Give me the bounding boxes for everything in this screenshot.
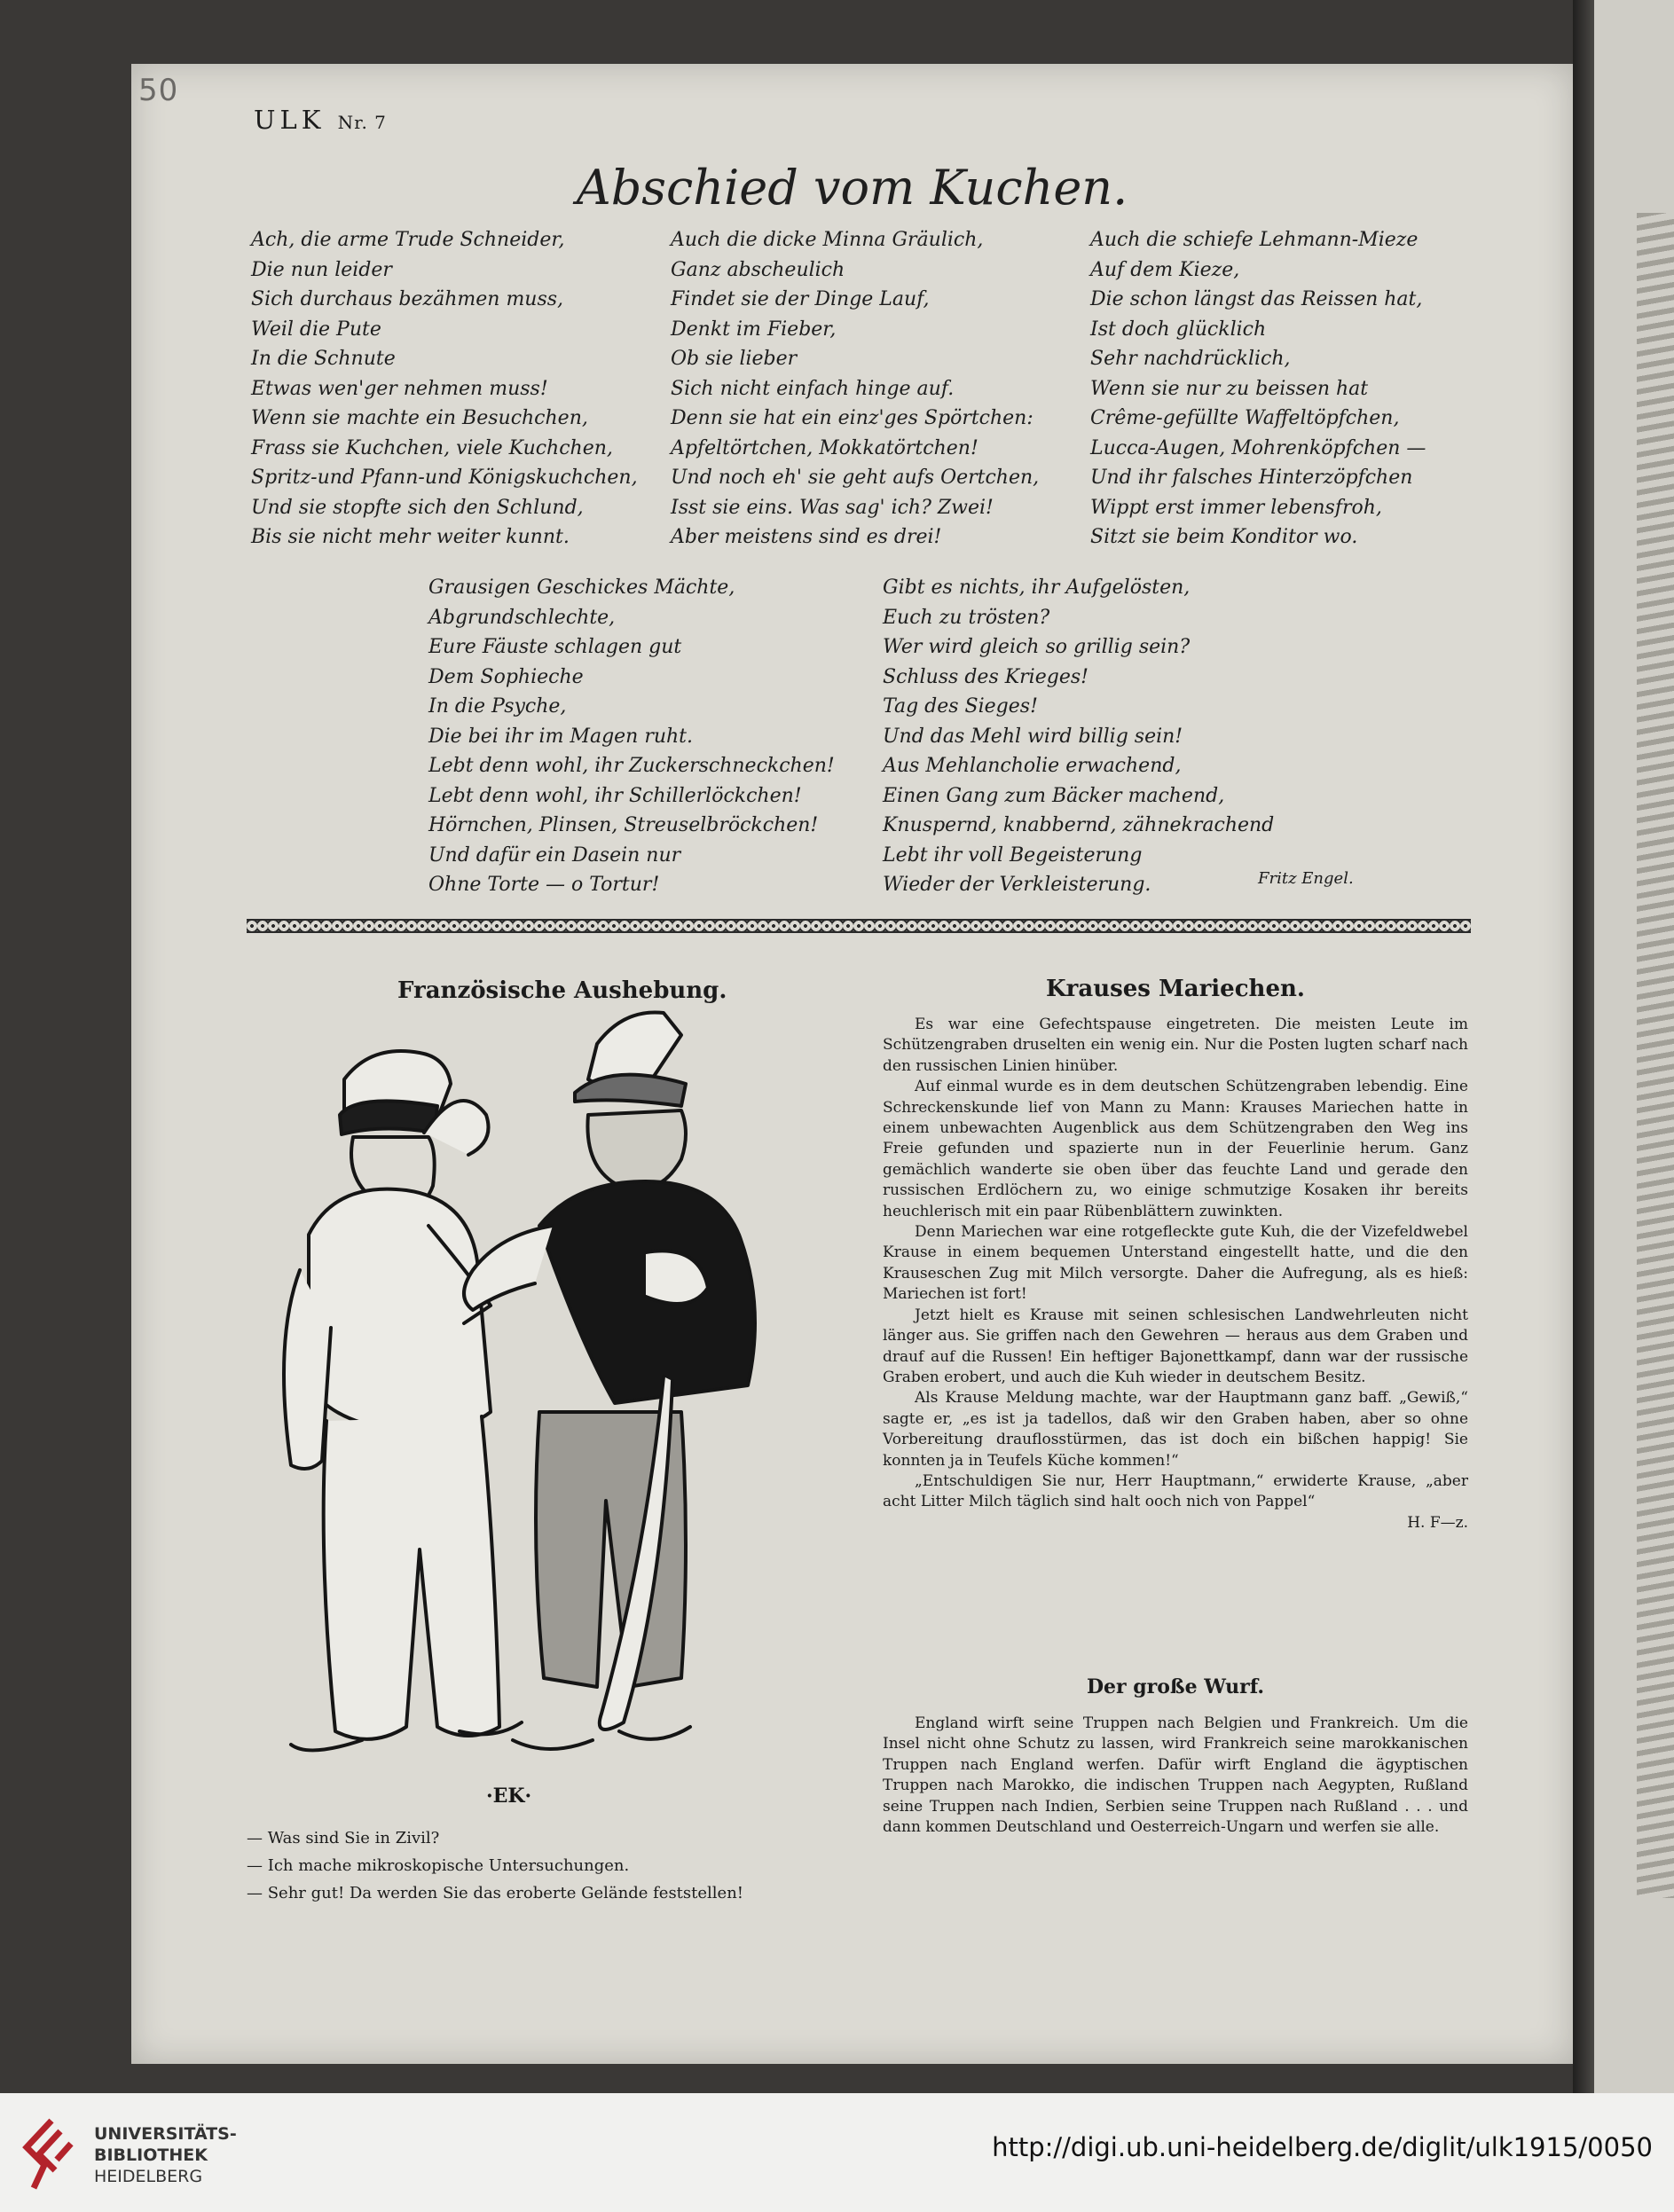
poem-line: Sitzt sie beim Konditor wo. bbox=[1090, 526, 1358, 548]
library-name-line: UNIVERSITÄTS- bbox=[94, 2124, 237, 2144]
journal-header bbox=[254, 105, 387, 135]
poem-line: Denn sie hat ein einz'ges Spörtchen: bbox=[671, 407, 1033, 429]
university-library-logo-icon bbox=[16, 2114, 83, 2195]
caption-line: — Was sind Sie in Zivil? bbox=[247, 1829, 440, 1847]
article-paragraph: Es war eine Gefechtspause eingetreten. Die meisten Leute im Schützengraben druselten ein wenig ein. Nur die Posten lugten scharf nach den russischen Linien hinüber. bbox=[883, 1016, 1468, 1075]
poem-line: Und noch eh' sie geht aufs Oertchen, bbox=[671, 467, 1040, 489]
poem-line: In die Schnute bbox=[251, 348, 396, 370]
poem-line: Ob sie lieber bbox=[671, 348, 798, 370]
poem-line: Die nun leider bbox=[251, 258, 392, 281]
poem-line: Bis sie nicht mehr weiter kunnt. bbox=[251, 526, 570, 548]
poem-line: Lucca-Augen, Mohrenköpfchen — bbox=[1090, 436, 1426, 459]
poem-line: Und ihr falsches Hinterzöpfchen bbox=[1090, 467, 1413, 489]
library-name-line: BIBLIOTHEK bbox=[94, 2145, 208, 2165]
poem-line: Weil die Pute bbox=[251, 318, 381, 341]
poem-line: Hörnchen, Plinsen, Streuselbröckchen! bbox=[428, 814, 819, 836]
source-url-link[interactable]: http://digi.ub.uni-heidelberg.de/diglit/ulk1915/0050 bbox=[992, 2132, 1653, 2162]
poem-line: Ohne Torte — o Tortur! bbox=[428, 874, 660, 896]
library-name-line: HEIDELBERG bbox=[94, 2167, 203, 2186]
issue-number: Nr. 7 bbox=[337, 112, 387, 133]
poem-line: Wieder der Verkleisterung. bbox=[883, 874, 1151, 896]
article-paragraph: „Entschuldigen Sie nur, Herr Hauptmann,“ erwiderte Krause, „aber acht Litter Milch täglich sind halt ooch nich von Pappel“ bbox=[883, 1471, 1468, 1511]
poem-line: Wer wird gleich so grillig sein? bbox=[883, 636, 1191, 658]
artist-signature: ·EK· bbox=[486, 1785, 532, 1808]
poem-line: Wenn sie nur zu beissen hat bbox=[1090, 377, 1369, 400]
article-paragraph: England wirft seine Truppen nach Belgien und Frankreich. Um die Insel nicht ohne Schutz zu lassen, wird Frankreich seine marokkanischen Truppen nach England werfen. Dafür wirft England die ägyptischen Truppen nach Marokko, die indischen Truppen nach Aegypten, Rußland seine Truppen nach Indien, Serbien seine Truppen nach Rußland . . . und dann kommen Deutschland und Oesterreich-Ungarn und werfen sie alle. bbox=[883, 1714, 1468, 1837]
article-krauses-mariechen-title: Krauses Mariechen. bbox=[1046, 976, 1305, 1002]
poem-line: Ganz abscheulich bbox=[671, 258, 845, 281]
poem-stanza-2 bbox=[671, 225, 1039, 553]
library-name bbox=[94, 2123, 237, 2187]
poem-line: Ist doch glücklich bbox=[1090, 318, 1267, 341]
poem-line: Abgrundschlechte, bbox=[428, 606, 616, 629]
poem-line: Apfeltörtchen, Mokkatörtchen! bbox=[671, 436, 978, 459]
poem-line: Grausigen Geschickes Mächte, bbox=[428, 577, 735, 599]
poem-line: Wenn sie machte ein Besuchchen, bbox=[251, 407, 588, 429]
poem-stanza-4 bbox=[428, 573, 835, 900]
poem-line: Und das Mehl wird billig sein! bbox=[883, 725, 1183, 748]
poem-stanza-5 bbox=[883, 573, 1274, 900]
pencil-page-number: 50 bbox=[138, 73, 179, 108]
poem-line: Etwas wen'ger nehmen muss! bbox=[251, 377, 548, 400]
poem-line: Wippt erst immer lebensfroh, bbox=[1090, 496, 1382, 519]
poem-line: Aber meistens sind es drei! bbox=[671, 526, 942, 548]
newspaper-page bbox=[131, 64, 1573, 2064]
poem-line: Auch die schiefe Lehmann-Mieze bbox=[1090, 229, 1419, 251]
poem-line: Crême-gefüllte Waffeltöpfchen, bbox=[1090, 407, 1400, 429]
poem-line: Sich durchaus bezähmen muss, bbox=[251, 288, 564, 310]
poem-line: Eure Fäuste schlagen gut bbox=[428, 636, 682, 658]
adjacent-page-edge bbox=[1594, 0, 1674, 2093]
poem-line: Auch die dicke Minna Gräulich, bbox=[671, 229, 984, 251]
poem-line: Tag des Sieges! bbox=[883, 695, 1038, 718]
poem-line: Isst sie eins. Was sag' ich? Zwei! bbox=[671, 496, 994, 519]
library-footer bbox=[0, 2093, 1674, 2212]
article-paragraph: Als Krause Meldung machte, war der Hauptmann ganz baff. „Gewiß,“ sagte er, „es ist ja tadellos, daß wir den Graben haben, aber so ohne Vorbereitung drauflosstürmen, das ist doch ein bißchen happig! Sie konnten ja in Teufels Küche kommen!“ bbox=[883, 1389, 1468, 1470]
article-paragraph: Denn Mariechen war eine rotgefleckte gute Kuh, die der Vizefeldwebel Krause in einem bequemen Unterstand eingestellt hatte, und die den Krauseschen Zug mit Milch versorgte. Daher die Aufregung, als es hieß: Mariechen ist fort! bbox=[883, 1223, 1468, 1304]
poem-line: Gibt es nichts, ihr Aufgelösten, bbox=[883, 577, 1191, 599]
poem-line: Und sie stopfte sich den Schlund, bbox=[251, 496, 584, 519]
poem-line: Knuspernd, knabbernd, zähnekrachend bbox=[883, 814, 1275, 836]
poem-line: Ach, die arme Trude Schneider, bbox=[251, 229, 565, 251]
poem-line: Schluss des Krieges! bbox=[883, 665, 1088, 688]
article-krauses-mariechen-body bbox=[883, 1015, 1468, 1533]
poem-line: Einen Gang zum Bäcker machend, bbox=[883, 784, 1225, 807]
caption-line: — Ich mache mikroskopische Untersuchungen. bbox=[247, 1856, 630, 1875]
article-der-grosse-wurf-title: Der große Wurf. bbox=[1086, 1675, 1265, 1698]
poem-stanza-1 bbox=[251, 225, 638, 553]
poem-line: Spritz-und Pfann-und Königskuchchen, bbox=[251, 467, 638, 489]
poem-line: Lebt ihr voll Begeisterung bbox=[883, 843, 1143, 867]
poem-line: Aus Mehlancholie erwachend, bbox=[883, 755, 1182, 777]
poem-line: Euch zu trösten? bbox=[883, 606, 1050, 629]
poem-line: Lebt denn wohl, ihr Schillerlöckchen! bbox=[428, 784, 802, 807]
article-paragraph: Jetzt hielt es Krause mit seinen schlesischen Landwehrleuten nicht länger aus. Sie griffen nach den Gewehren — heraus aus dem Graben und drauf auf die Russen! Ein heftiger Bajonettkampf, dann war der russische Graben erobert, und auch die Kuh wieder in deutschem Besitz. bbox=[883, 1306, 1468, 1386]
caption-line: — Sehr gut! Da werden Sie das eroberte Gelände feststellen! bbox=[247, 1884, 744, 1902]
book-spine bbox=[1573, 0, 1594, 2093]
poem-line: Frass sie Kuchchen, viele Kuchchen, bbox=[251, 436, 613, 459]
poem-line: Und dafür ein Dasein nur bbox=[428, 843, 681, 867]
poem-line: Sich nicht einfach hinge auf. bbox=[671, 377, 955, 400]
poem-line: Lebt denn wohl, ihr Zuckerschneckchen! bbox=[428, 755, 835, 777]
poem-line: Denkt im Fieber, bbox=[671, 318, 837, 341]
cartoon-illustration bbox=[247, 1004, 806, 1820]
poem-title: Abschied vom Kuchen. bbox=[576, 160, 1128, 216]
ornamental-divider bbox=[247, 919, 1471, 933]
poem-stanza-3 bbox=[1090, 225, 1426, 553]
article-paragraph: Auf einmal wurde es in dem deutschen Schützengraben lebendig. Eine Schreckenskunde lief von Mann zu Mann: Krauses Mariechen hatte in einem unbewachten Augenblick aus dem Schützengraben den Weg ins Freie gefunden und spazierte nun in der Feuerlinie herum. Ganz gemächlich wanderte sie oben über das feuchte Land und gerade den russischen Erdlöchern zu, wo einige schmutzige Kosaken ihr bereits heuchlerisch mit ein paar Rübenblättern zuwinkten. bbox=[883, 1078, 1468, 1220]
poem-line: Sehr nachdrücklich, bbox=[1090, 348, 1291, 370]
cartoon-caption bbox=[247, 1824, 743, 1907]
article-der-grosse-wurf-body bbox=[883, 1714, 1468, 1838]
poem-line: Findet sie der Dinge Lauf, bbox=[671, 288, 930, 310]
poem-line: Dem Sophieche bbox=[428, 665, 584, 688]
poem-line: Die schon längst das Reissen hat, bbox=[1090, 288, 1423, 310]
poem-line: Die bei ihr im Magen ruht. bbox=[428, 725, 694, 748]
poem-line: In die Psyche, bbox=[428, 695, 567, 718]
journal-name: ULK bbox=[254, 105, 326, 135]
poem-author: Fritz Engel. bbox=[1258, 869, 1354, 888]
cartoon-title: Französische Aushebung. bbox=[397, 977, 727, 1004]
poem-line: Auf dem Kieze, bbox=[1090, 258, 1240, 281]
article-signature: H. F—z. bbox=[1407, 1513, 1468, 1532]
